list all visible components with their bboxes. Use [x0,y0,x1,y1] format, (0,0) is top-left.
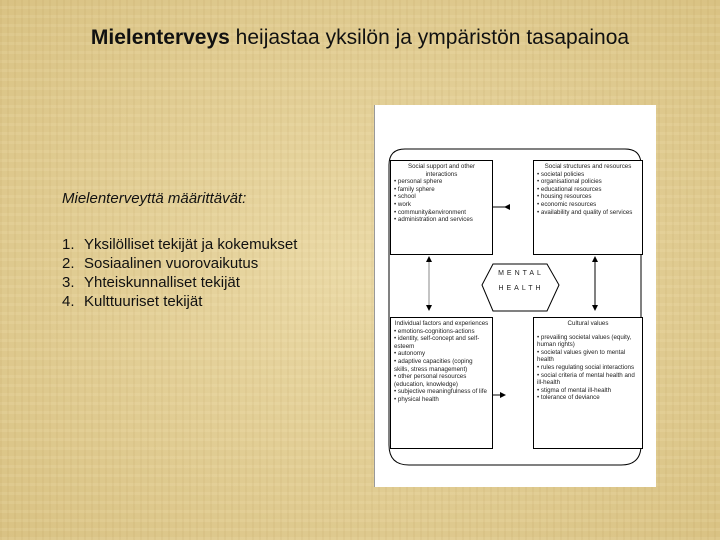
list-text: Yksilölliset tekijät ja kokemukset [84,236,298,253]
list-number: 3. [62,274,75,291]
box-title: Cultural values [567,320,609,327]
box-title: Social structures and resources [544,163,632,170]
list-item [62,254,322,273]
list-item [62,292,322,311]
list-item [62,235,322,254]
box-item: • family sphere [394,185,435,193]
list-number: 1. [62,236,75,253]
box-item: • other personal resources (education, knowledge) [394,373,467,388]
box-item: • administration and services [394,216,473,224]
title-rest: heijastaa yksilön ja ympäristön tasapainoa [229,26,630,49]
box-item: • emotions-cognitions-actions [394,327,475,335]
box-individual-factors [390,317,493,449]
box-item: • identity, self-concept and self-esteem [394,335,480,350]
box-item: • availability and quality of services [537,208,633,216]
determinants-list [62,235,322,311]
box-item: • societal values given to mental health [537,348,626,364]
box-item: • school [394,193,416,201]
list-text: Kulttuuriset tekijät [84,293,203,310]
title-bold: Mielenterveys [90,26,230,49]
box-item: • economic resources [537,200,597,208]
list-text: Sosiaalinen vuorovaikutus [84,255,259,272]
box-social-support [390,160,493,255]
box-item: • tolerance of deviance [537,394,600,402]
box-item: • stigma of mental ill-health [537,386,612,394]
box-item: • subjective meaningfulness of life [394,388,487,396]
center-line-2: HEALTH [498,285,544,292]
box-title: Individual factors and experiences [394,320,489,327]
box-item: • educational resources [537,185,602,193]
center-line-1: MENTAL [498,270,544,277]
box-item: • organisational policies [537,178,602,186]
box-item: • societal policies [537,170,585,178]
list-item [62,273,322,292]
box-item: • personal sphere [394,178,443,186]
list-number: 4. [62,293,75,310]
box-item: • prevailing societal values (equity, human rights) [537,333,632,349]
box-title: Social support and other interactions [407,163,476,178]
subtitle: Mielenterveyttä määrittävät: [62,190,247,207]
box-item: • adaptive capacities (coping skills, stress management) [394,357,473,373]
box-item: • housing resources [537,193,592,201]
box-item: • social criteria of mental health and ill-health [537,371,635,387]
box-item: • work [394,200,411,208]
box-item: • rules regulating social interactions [537,363,635,371]
box-item: • physical health [394,395,439,403]
box-item: • autonomy [394,350,426,358]
box-cultural-values [533,317,643,449]
list-text: Yhteiskunnalliset tekijät [84,274,240,291]
list-number: 2. [62,255,75,272]
box-item: • community&environment [394,208,466,216]
slide-title [0,26,720,50]
box-social-structures [533,160,643,255]
mental-health-diagram [374,105,656,487]
